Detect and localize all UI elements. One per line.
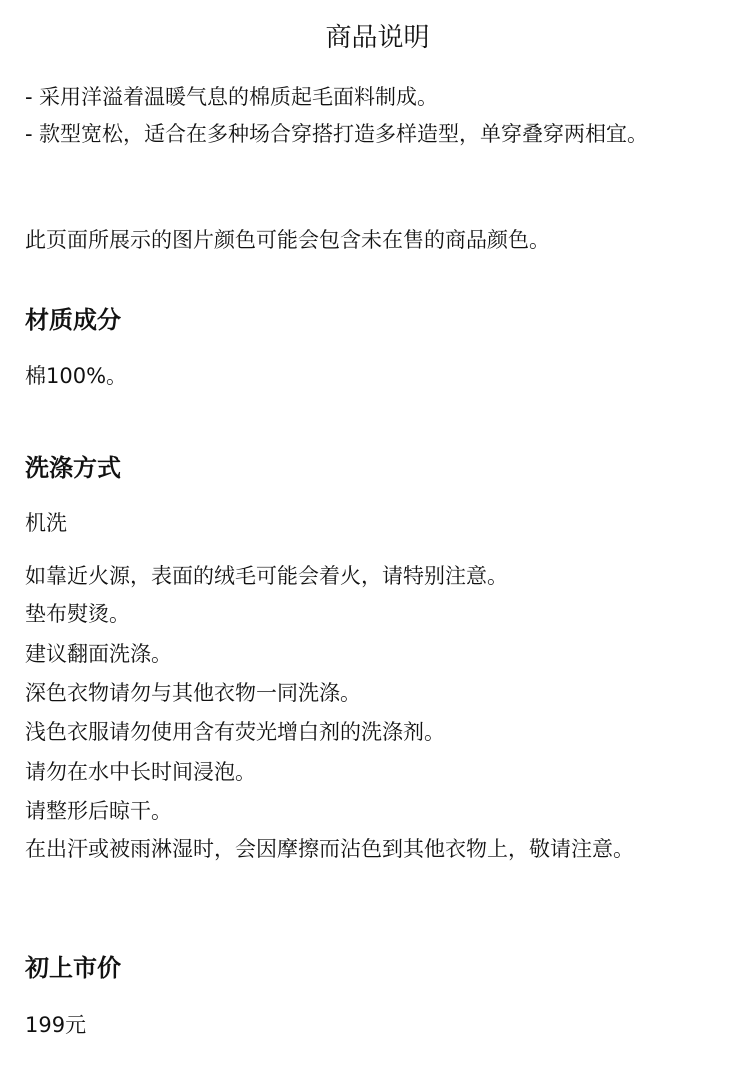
feature-text: 采用洋溢着温暖气息的棉质起毛面料制成。: [39, 85, 438, 109]
washing-note: 建议翻面洗涤。: [25, 642, 172, 666]
bullet-dash: -: [25, 122, 33, 146]
washing-note: 请勿在水中长时间浸泡。: [25, 760, 256, 784]
price-value: 199元: [25, 1013, 87, 1037]
feature-text: 款型宽松，适合在多种场合穿搭打造多样造型，单穿叠穿两相宜。: [39, 122, 648, 146]
feature-item: [25, 80, 730, 114]
page-title: 商品说明: [325, 23, 430, 53]
washing-heading: 洗涤方式: [25, 454, 121, 482]
feature-item: [25, 117, 730, 151]
washing-note: 浅色衣服请勿使用含有荧光增白剂的洗涤剂。: [25, 720, 445, 744]
washing-note: 在出汗或被雨淋湿时，会因摩擦而沾色到其他衣物上，敬请注意。: [25, 837, 634, 861]
washing-note: 请整形后晾干。: [25, 799, 172, 823]
material-heading: 材质成分: [25, 306, 121, 334]
color-note: 此页面所展示的图片颜色可能会包含未在售的商品颜色。: [25, 228, 550, 252]
material-value: 棉100%。: [25, 364, 128, 388]
washing-note: 垫布熨烫。: [25, 602, 130, 626]
bullet-dash: -: [25, 85, 33, 109]
price-heading: 初上市价: [25, 954, 121, 982]
washing-method: 机洗: [25, 511, 67, 535]
washing-note: 如靠近火源，表面的绒毛可能会着火，请特别注意。: [25, 564, 508, 588]
washing-note: 深色衣物请勿与其他衣物一同洗涤。: [25, 681, 361, 705]
